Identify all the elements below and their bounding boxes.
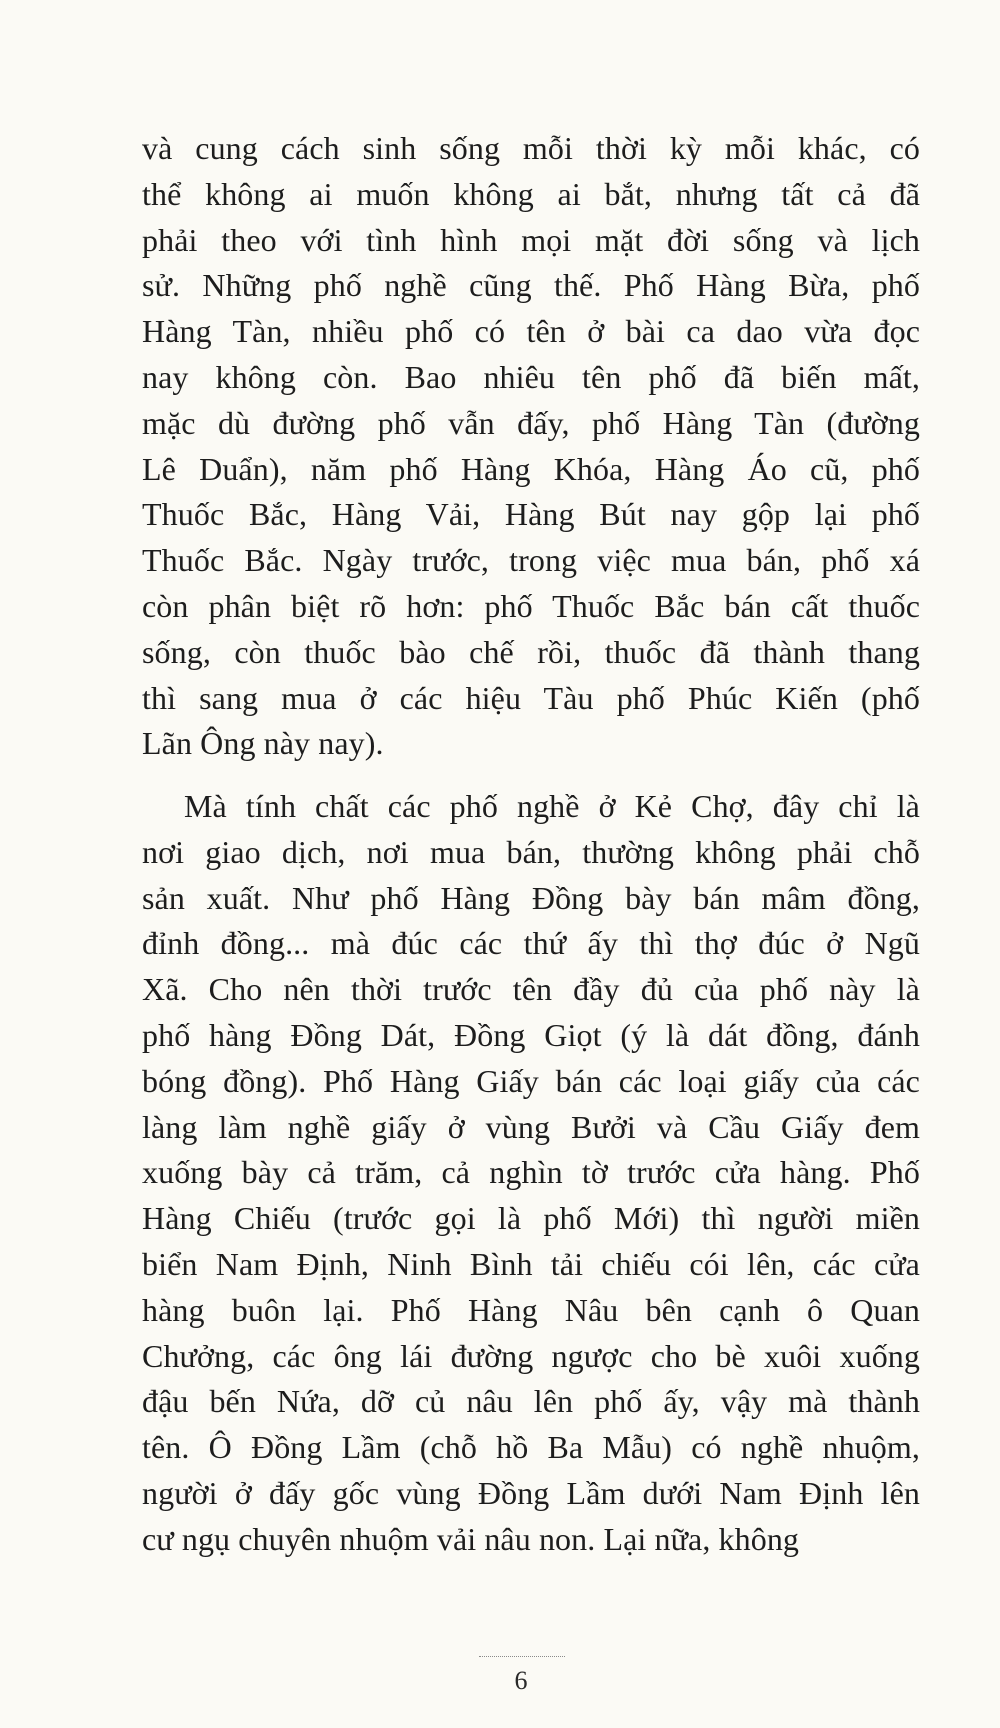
text-line: Lê Duẩn), năm phố Hàng Khóa, Hàng Áo cũ, phố <box>142 450 920 487</box>
text-line: xuống bày cả trăm, cả nghìn tờ trước cửa hàng. Phố <box>142 1154 920 1191</box>
text-line: hàng buôn lại. Phố Hàng Nâu bên cạnh ô Quan <box>142 1291 920 1328</box>
text-line: Thuốc Bắc. Ngày trước, trong việc mua bán, phố xá <box>142 542 920 579</box>
text-line: nay không còn. Bao nhiêu tên phố đã biến mất, <box>142 358 920 395</box>
text-line: biển Nam Định, Ninh Bình tải chiếu cói lên, các cửa <box>142 1245 920 1282</box>
text-line: làng làm nghề giấy ở vùng Bưởi và Cầu Giấy đem <box>142 1108 920 1145</box>
text-line: Chưởng, các ông lái đường ngược cho bè xuôi xuống <box>142 1337 920 1374</box>
text-line: sử. Những phố nghề cũng thế. Phố Hàng Bừa, phố <box>142 267 920 304</box>
text-line: Thuốc Bắc, Hàng Vải, Hàng Bút nay gộp lại phố <box>142 496 920 533</box>
text-line: đậu bến Nứa, dỡ củ nâu lên phố ấy, vậy mà thành <box>142 1383 920 1420</box>
text-line: Lãn Ông này nay). <box>142 725 384 762</box>
text-line: thể không ai muốn không ai bắt, nhưng tất cả đã <box>142 175 920 212</box>
text-line: đỉnh đồng... mà đúc các thứ ấy thì thợ đúc ở Ngũ <box>142 925 920 962</box>
paragraph-1 <box>142 126 920 767</box>
text-line: mặc dù đường phố vẫn đấy, phố Hàng Tàn (đường <box>142 404 920 441</box>
paragraph-2 <box>142 784 920 1563</box>
text-line: sản xuất. Như phố Hàng Đồng bày bán mâm đồng, <box>142 879 920 916</box>
text-line: và cung cách sinh sống mỗi thời kỳ mỗi khác, có <box>142 130 920 166</box>
text-line: Hàng Chiếu (trước gọi là phố Mới) thì người miền <box>142 1200 920 1237</box>
text-line: cư ngụ chuyên nhuộm vải nâu non. Lại nữa, không <box>142 1520 800 1557</box>
footer-divider <box>479 1656 565 1657</box>
text-line: còn phân biệt rõ hơn: phố Thuốc Bắc bán cất thuốc <box>142 587 920 624</box>
text-line: Xã. Cho nên thời trước tên đầy đủ của phố này là <box>142 971 920 1008</box>
text-line: tên. Ô Đồng Lầm (chỗ hồ Ba Mẫu) có nghề nhuộm, <box>142 1429 920 1466</box>
text-line: sống, còn thuốc bào chế rồi, thuốc đã thành thang <box>142 633 920 670</box>
text-line: nơi giao dịch, nơi mua bán, thường không phải chỗ <box>142 833 920 870</box>
text-line: người ở đấy gốc vùng Đồng Lầm dưới Nam Định lên <box>142 1474 920 1511</box>
text-line: phải theo với tình hình mọi mặt đời sống và lịch <box>142 221 920 258</box>
text-line: bóng đồng). Phố Hàng Giấy bán các loại giấy của các <box>142 1062 920 1099</box>
text-line: phố hàng Đồng Dát, Đồng Giọt (ý là dát đồng, đánh <box>142 1016 920 1053</box>
page-number: 6 <box>514 1666 528 1695</box>
text-line: Mà tính chất các phố nghề ở Kẻ Chợ, đây chỉ là <box>184 788 920 824</box>
text-line: thì sang mua ở các hiệu Tàu phố Phúc Kiến (phố <box>142 679 920 716</box>
text-line: Hàng Tàn, nhiều phố có tên ở bài ca dao vừa đọc <box>142 313 920 350</box>
